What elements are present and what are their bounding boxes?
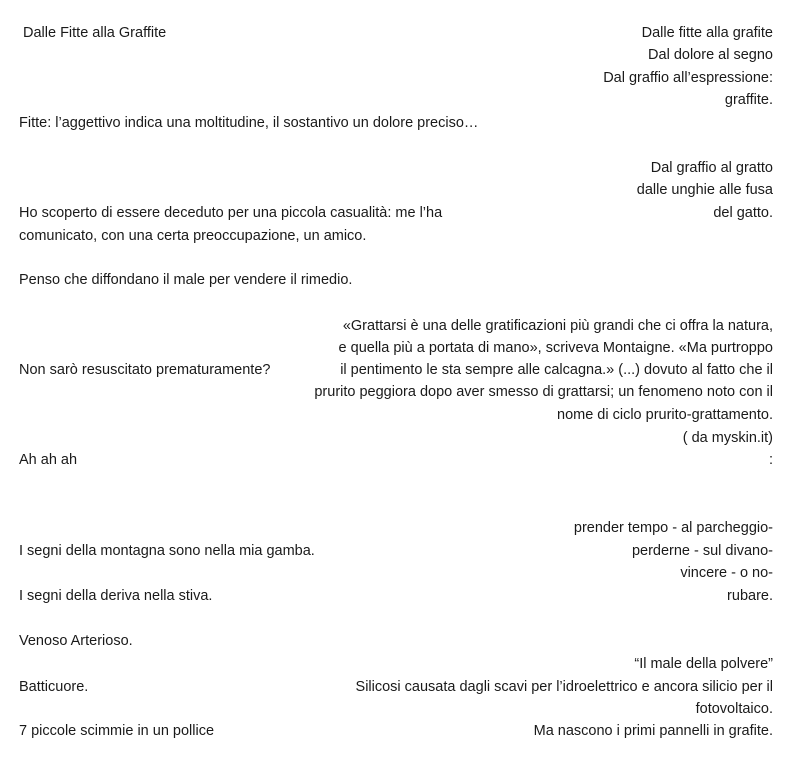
quote-colon: : (768, 452, 773, 468)
question-text: Non sarò resuscitato prematuramente? (19, 362, 271, 378)
list-item: I segni della deriva nella stiva. (19, 588, 213, 604)
right-poem-line: vincere - o no- (680, 565, 773, 581)
right-poem-line: prender tempo - al parcheggio- (573, 520, 773, 536)
right-poem-line: dalle unghie alle fusa (636, 182, 773, 198)
list-item: I segni della montagna sono nella mia gamba. (19, 543, 315, 559)
page-title: Dalle Fitte alla Graffite (23, 25, 167, 41)
right-poem-line: Dal graffio all’espressione: (603, 70, 773, 86)
right-poem-line: Dal dolore al segno (648, 47, 773, 63)
list-item: Venoso Arterioso. (19, 633, 133, 649)
silicosi-line: fotovoltaico. (695, 701, 773, 717)
list-item: Batticuore. (19, 679, 89, 695)
silicosi-line: Ma nascono i primi pannelli in grafite. (533, 723, 773, 739)
paragraph-line: Penso che diffondano il male per vendere il rimedio. (19, 272, 353, 288)
right-poem-line: graffite. (724, 92, 773, 108)
silicosi-line: Silicosi causata dagli scavi per l’idroelettrico e ancora silicio per il (355, 679, 773, 695)
right-poem-line: Dalle fitte alla grafite (641, 25, 773, 41)
list-item: 7 piccole scimmie in un pollice (19, 723, 215, 739)
quote-source: ( da myskin.it) (682, 430, 773, 446)
definition-text: Fitte: l’aggettivo indica una moltitudine, il sostantivo un dolore preciso… (19, 115, 479, 131)
paragraph-line: comunicato, con una certa preoccupazione, un amico. (19, 228, 367, 244)
quote-line: e quella più a portata di mano», scriveva Montaigne. «Ma purtroppo (338, 340, 773, 356)
right-poem-line: rubare. (727, 588, 773, 604)
paragraph-line: Ho scoperto di essere deceduto per una piccola casualità: me l’ha (19, 205, 443, 221)
silicosi-line: “Il male della polvere” (634, 656, 773, 672)
quote-line: «Grattarsi è una delle gratificazioni più grandi che ci offra la natura, (342, 318, 773, 334)
right-poem-line: del gatto. (713, 205, 773, 221)
quote-line: nome di ciclo prurito-grattamento. (557, 407, 773, 423)
laugh-text: Ah ah ah (19, 452, 78, 468)
quote-line: il pentimento le sta sempre alle calcagna.» (...) dovuto al fatto che il (340, 362, 773, 378)
quote-line: prurito peggiora dopo aver smesso di grattarsi; un fenomeno noto con il (314, 384, 773, 400)
right-poem-line: Dal graffio al gratto (650, 160, 773, 176)
right-poem-line: perderne - sul divano- (631, 543, 773, 559)
